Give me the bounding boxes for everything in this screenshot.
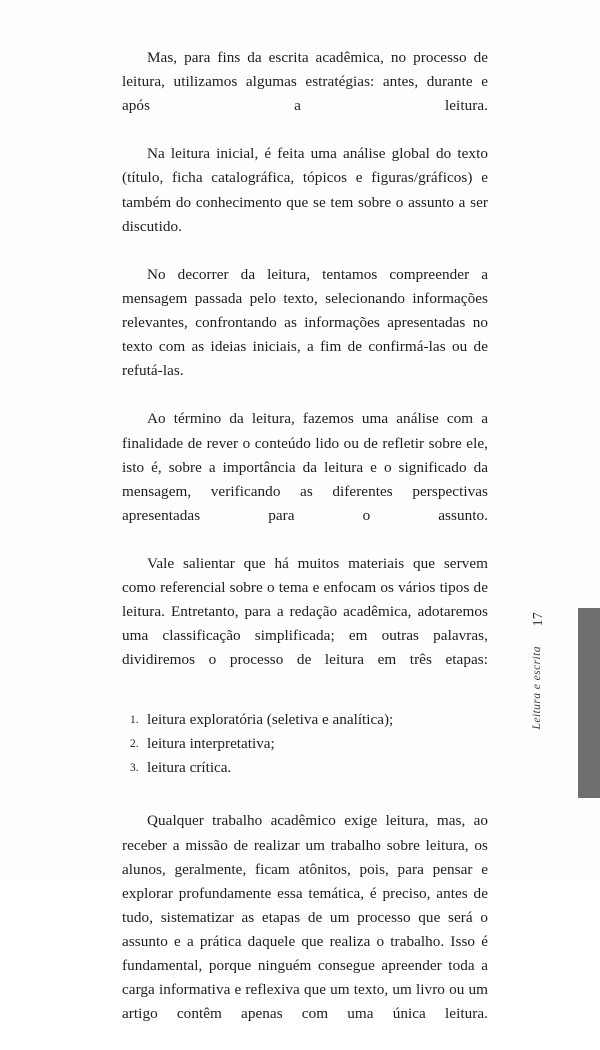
paragraph-final: Qualquer trabalho acadêmico exige leitura, mas, ao receber a missão de realizar um trabalho sobre leitura, os alunos, geralmente, ficam atônitos, pois, para pensar e explorar profundamente essa temática, é preciso, antes de tudo, sistematizar as etapas de um processo que será o assunto e a prática daquele que realiza o trabalho. Isso é fundamental, porque ninguém consegue apreender toda a carga informativa e reflexiva que um texto, um livro ou um artigo contêm apenas com uma única leitura.	[122, 812, 488, 1023]
list-item-number: 1.	[130, 713, 139, 726]
list-item-label: leitura interpretativa;	[147, 734, 275, 752]
paragraph-5: Vale salientar que há muitos materiais que servem como referencial sobre o tema e enfocam os vários tipos de leitura. Entretanto, para a redação acadêmica, adotaremos uma classificação simplificada; em outras palavras, dividiremos o processo de leitura em três etapas:	[122, 554, 488, 669]
reading-stages-list	[122, 708, 488, 781]
chapter-thumb-tab	[578, 608, 600, 798]
list-item	[122, 756, 488, 780]
list-item-number: 3.	[130, 762, 139, 775]
running-head: Leitura e escrita	[530, 646, 543, 730]
list-item-number: 2.	[130, 737, 139, 750]
paragraph-4: Ao término da leitura, fazemos uma análise com a finalidade de rever o conteúdo lido ou de refletir sobre ele, isto é, sobre a importância da leitura e o significado da mensagem, verificando as diferentes perspectivas apresentadas para o assunto.	[122, 410, 488, 524]
section-spacer	[122, 793, 488, 809]
list-item	[122, 708, 488, 732]
list-item	[122, 732, 488, 756]
page-number: 17	[530, 612, 545, 627]
list-item-label: leitura exploratória (seletiva e analítica);	[147, 710, 394, 728]
list-item-label: leitura crítica.	[147, 759, 232, 777]
paragraph-3: No decorrer da leitura, tentamos compreender a mensagem passada pelo texto, selecionando informações relevantes, confrontando as informações apresentadas no texto com as ideias iniciais, a fim de confirmá-las ou de refutá-las.	[122, 265, 488, 380]
paragraph-1: Mas, para fins da escrita acadêmica, no processo de leitura, utilizamos algumas estratégias: antes, durante e após a leitura.	[122, 49, 488, 115]
paragraph-2: Na leitura inicial, é feita uma análise global do texto (título, ficha catalográfica, tópicos e figuras/gráficos) e também do conhecimento que se tem sobre o assunto a ser discutido.	[122, 145, 488, 235]
body-text-column	[122, 46, 488, 1050]
